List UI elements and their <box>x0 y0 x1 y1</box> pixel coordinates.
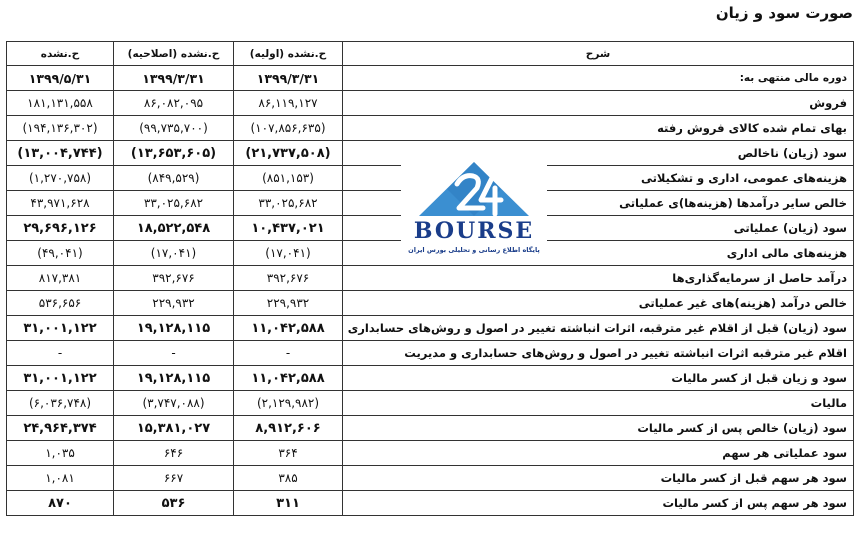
row-value-col2: (۳,۷۴۷,۰۸۸) <box>114 391 234 416</box>
row-value-col1: (۱۷,۰۴۱) <box>234 241 343 266</box>
period-row <box>7 66 854 91</box>
row-value-col2: (۹۹,۷۳۵,۷۰۰) <box>114 116 234 141</box>
row-value-col2: ۳۳,۰۲۵,۶۸۲ <box>114 191 234 216</box>
row-value-col3: ۳۱,۰۰۱,۱۲۲ <box>7 316 114 341</box>
row-value-col2: ۲۲۹,۹۳۲ <box>114 291 234 316</box>
row-value-col2: ۱۵,۳۸۱,۰۲۷ <box>114 416 234 441</box>
row-value-col1: ۸,۹۱۲,۶۰۶ <box>234 416 343 441</box>
row-value-col2: ۵۳۶ <box>114 491 234 516</box>
row-value-col1: ۳۳,۰۲۵,۶۸۲ <box>234 191 343 216</box>
table-row <box>7 441 854 466</box>
row-value-col3: (۱,۲۷۰,۷۵۸) <box>7 166 114 191</box>
row-value-col2: (۸۴۹,۵۲۹) <box>114 166 234 191</box>
table-row <box>7 116 854 141</box>
table-row <box>7 416 854 441</box>
row-label: سود (زیان) قبل از اقلام غیر مترقبه، اثرات انباشته تغییر در اصول و روش‌های حسابداری <box>343 316 854 341</box>
row-value-col2: ۱۸,۵۲۲,۵۴۸ <box>114 216 234 241</box>
header-col1: ح.نشده (اولیه) <box>234 42 343 66</box>
row-value-col3: ۱,۰۸۱ <box>7 466 114 491</box>
page-title: صورت سود و زیان <box>715 4 853 22</box>
row-value-col3: ۱۸۱,۱۳۱,۵۵۸ <box>7 91 114 116</box>
row-value-col3: (۱۹۴,۱۳۶,۳۰۲) <box>7 116 114 141</box>
row-label: هزینه‌های عمومی، اداری و تشکیلاتی <box>343 166 854 191</box>
row-label: سود (زیان) خالص پس از کسر مالیات <box>343 416 854 441</box>
row-value-col1: ۳۸۵ <box>234 466 343 491</box>
table-row <box>7 391 854 416</box>
row-value-col1: ۳۹۲,۶۷۶ <box>234 266 343 291</box>
row-value-col1: (۲,۱۲۹,۹۸۲) <box>234 391 343 416</box>
row-value-col2: ۳۹۲,۶۷۶ <box>114 266 234 291</box>
row-value-col3: ۱,۰۳۵ <box>7 441 114 466</box>
income-statement-table <box>6 41 854 516</box>
table-row <box>7 266 854 291</box>
row-value-col1: ۳۶۴ <box>234 441 343 466</box>
row-value-col1: (۸۵۱,۱۵۳) <box>234 166 343 191</box>
table-row <box>7 366 854 391</box>
row-value-col2: ۸۶,۰۸۲,۰۹۵ <box>114 91 234 116</box>
row-label: سود و زیان قبل از کسر مالیات <box>343 366 854 391</box>
table-row <box>7 466 854 491</box>
row-value-col3: (۴۹,۰۴۱) <box>7 241 114 266</box>
row-label: درآمد حاصل از سرمایه‌گذاری‌ها <box>343 266 854 291</box>
row-value-col3: ۳۱,۰۰۱,۱۲۲ <box>7 366 114 391</box>
row-value-col1: ۱۱,۰۴۲,۵۸۸ <box>234 366 343 391</box>
row-value-col2: - <box>114 341 234 366</box>
row-label: بهای تمام شده کالای فروش رفته <box>343 116 854 141</box>
row-label: خالص درآمد (هزینه)های غیر عملیاتی <box>343 291 854 316</box>
row-value-col3: (۱۳,۰۰۴,۷۴۴) <box>7 141 114 166</box>
row-value-col1: ۱۱,۰۴۲,۵۸۸ <box>234 316 343 341</box>
bourse-logo-icon <box>401 158 547 220</box>
row-label: هزینه‌های مالی اداری <box>343 241 854 266</box>
table-row <box>7 91 854 116</box>
row-value-col1: ۸۶,۱۱۹,۱۲۷ <box>234 91 343 116</box>
row-value-col3: ۲۹,۶۹۶,۱۲۶ <box>7 216 114 241</box>
row-value-col3: ۸۷۰ <box>7 491 114 516</box>
row-value-col1: ۳۱۱ <box>234 491 343 516</box>
row-value-col3: ۲۴,۹۶۴,۳۷۴ <box>7 416 114 441</box>
row-value-col3: - <box>7 341 114 366</box>
header-description: شرح <box>343 42 854 66</box>
header-row <box>7 42 854 66</box>
row-value-col3: ۸۱۷,۳۸۱ <box>7 266 114 291</box>
row-value-col2: ۱۹,۱۲۸,۱۱۵ <box>114 366 234 391</box>
table-row <box>7 316 854 341</box>
bourse-logo <box>401 158 547 262</box>
row-label: اقلام غیر مترقبه اثرات انباشته تغییر در اصول و روش‌های حسابداری و مدیریت <box>343 341 854 366</box>
row-value-col1: ۱۰,۴۳۷,۰۲۱ <box>234 216 343 241</box>
row-value-col1: (۱۰۷,۸۵۶,۶۳۵) <box>234 116 343 141</box>
period-col1: ۱۳۹۹/۳/۳۱ <box>234 66 343 91</box>
row-value-col1: - <box>234 341 343 366</box>
row-label: سود هر سهم قبل از کسر مالیات <box>343 466 854 491</box>
row-label: سود (زیان) ناخالص <box>343 141 854 166</box>
row-label: سود هر سهم پس از کسر مالیات <box>343 491 854 516</box>
header-col3: ح.نشده <box>7 42 114 66</box>
header-col2: ح.نشده (اصلاحیه) <box>114 42 234 66</box>
row-label: فروش <box>343 91 854 116</box>
row-label: سود عملیاتی هر سهم <box>343 441 854 466</box>
table-row <box>7 341 854 366</box>
row-value-col3: ۵۳۶,۶۵۶ <box>7 291 114 316</box>
row-value-col2: ۶۶۷ <box>114 466 234 491</box>
row-value-col3: (۶,۰۳۶,۷۴۸) <box>7 391 114 416</box>
logo-word: BOURSE <box>413 218 535 244</box>
row-label: خالص سایر درآمدها (هزینه‌ها)ی عملیاتی <box>343 191 854 216</box>
row-value-col2: (۱۳,۶۵۳,۶۰۵) <box>114 141 234 166</box>
row-value-col1: (۲۱,۷۳۷,۵۰۸) <box>234 141 343 166</box>
row-value-col2: ۶۴۶ <box>114 441 234 466</box>
row-value-col1: ۲۲۹,۹۳۲ <box>234 291 343 316</box>
period-col2: ۱۳۹۹/۳/۳۱ <box>114 66 234 91</box>
row-label: سود (زیان) عملیاتی <box>343 216 854 241</box>
row-value-col3: ۴۳,۹۷۱,۶۲۸ <box>7 191 114 216</box>
table-row <box>7 491 854 516</box>
row-label: مالیات <box>343 391 854 416</box>
period-label: دوره مالی منتهی به: <box>343 66 854 91</box>
row-value-col2: ۱۹,۱۲۸,۱۱۵ <box>114 316 234 341</box>
row-value-col2: (۱۷,۰۴۱) <box>114 241 234 266</box>
table-row <box>7 291 854 316</box>
logo-subtitle: پایگاه اطلاع رسانی و تحلیلی بورس ایران <box>408 246 540 254</box>
period-col3: ۱۳۹۹/۵/۳۱ <box>7 66 114 91</box>
